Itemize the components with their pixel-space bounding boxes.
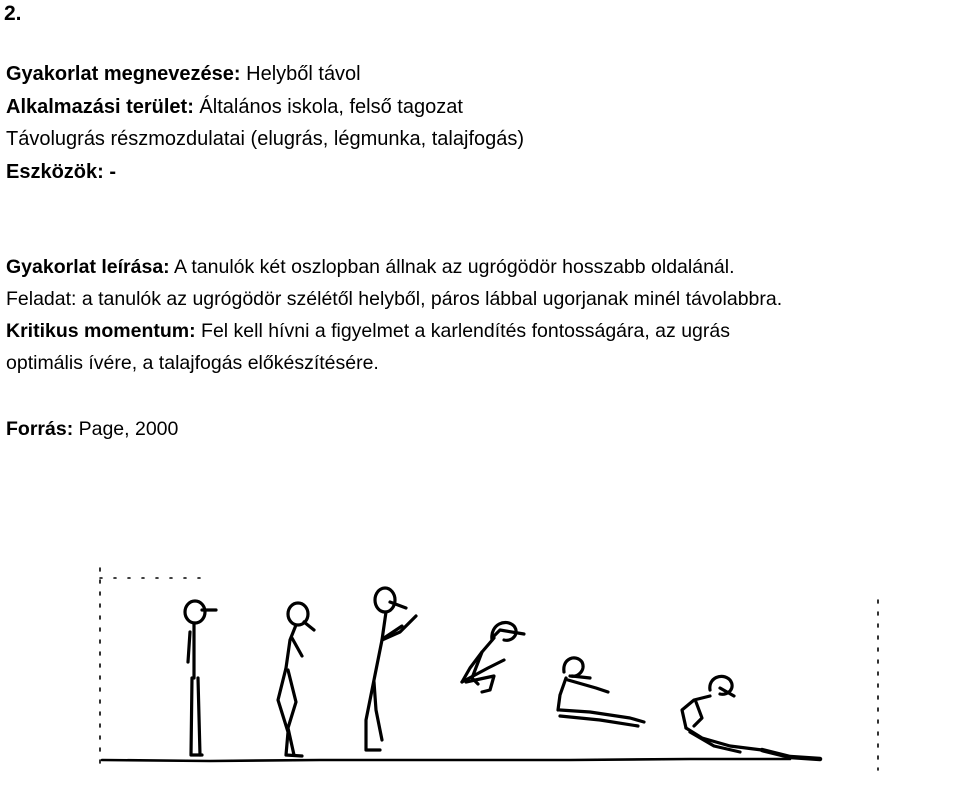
critical-moment-label: Kritikus momentum: [6,320,196,342]
landing-mark [762,750,820,759]
application-area-line [6,96,463,119]
subtitle-text: Távolugrás részmozdulatai (elugrás, légmunka, talajfogás) [6,128,525,150]
exercise-name-label: Gyakorlat megnevezése: [6,63,241,85]
ground-line [102,759,790,761]
exercise-name-value: Helyből távol [246,63,361,85]
application-area-label: Alkalmazási terület: [6,96,194,118]
source-value: Page, 2000 [78,418,179,440]
jumper-figure-standing [185,601,216,755]
source-line [6,418,178,441]
subtitle-line [6,128,524,151]
tools-line [6,161,116,184]
task-text: Feladat: a tanulók az ugrógödör szélétől helyből, páros lábbal ugorjanak minél távolabbra. [6,288,783,310]
critical-moment-text: Fel kell hívni a figyelmet a karlendítés fontosságára, az ugrás [201,320,730,342]
jumper-figure-crouch [278,603,314,756]
description-line [6,256,735,279]
application-area-value: Általános iskola, felső tagozat [199,96,463,118]
source-label: Forrás: [6,418,74,440]
tools-label: Eszközök: [6,161,104,183]
exercise-number: 2. [4,2,22,25]
task-line [6,288,782,311]
critical-moment-line [6,320,730,343]
jumper-figure-flight [462,622,524,692]
jumper-figure-legs-forward [558,658,644,726]
jumper-figure-landing [682,676,762,752]
critical-moment-text-2: optimális ívére, a talajfogás előkészítésére. [6,352,379,374]
description-text: A tanulók két oszlopban állnak az ugrógödör hosszabb oldalánál. [174,256,735,278]
description-label: Gyakorlat leírása: [6,256,170,278]
critical-moment-line-2 [6,352,379,375]
jumper-figure-takeoff [366,588,416,750]
standing-long-jump-sequence-drawing [90,560,890,785]
exercise-name-line [6,63,361,86]
tools-value: - [109,161,117,183]
